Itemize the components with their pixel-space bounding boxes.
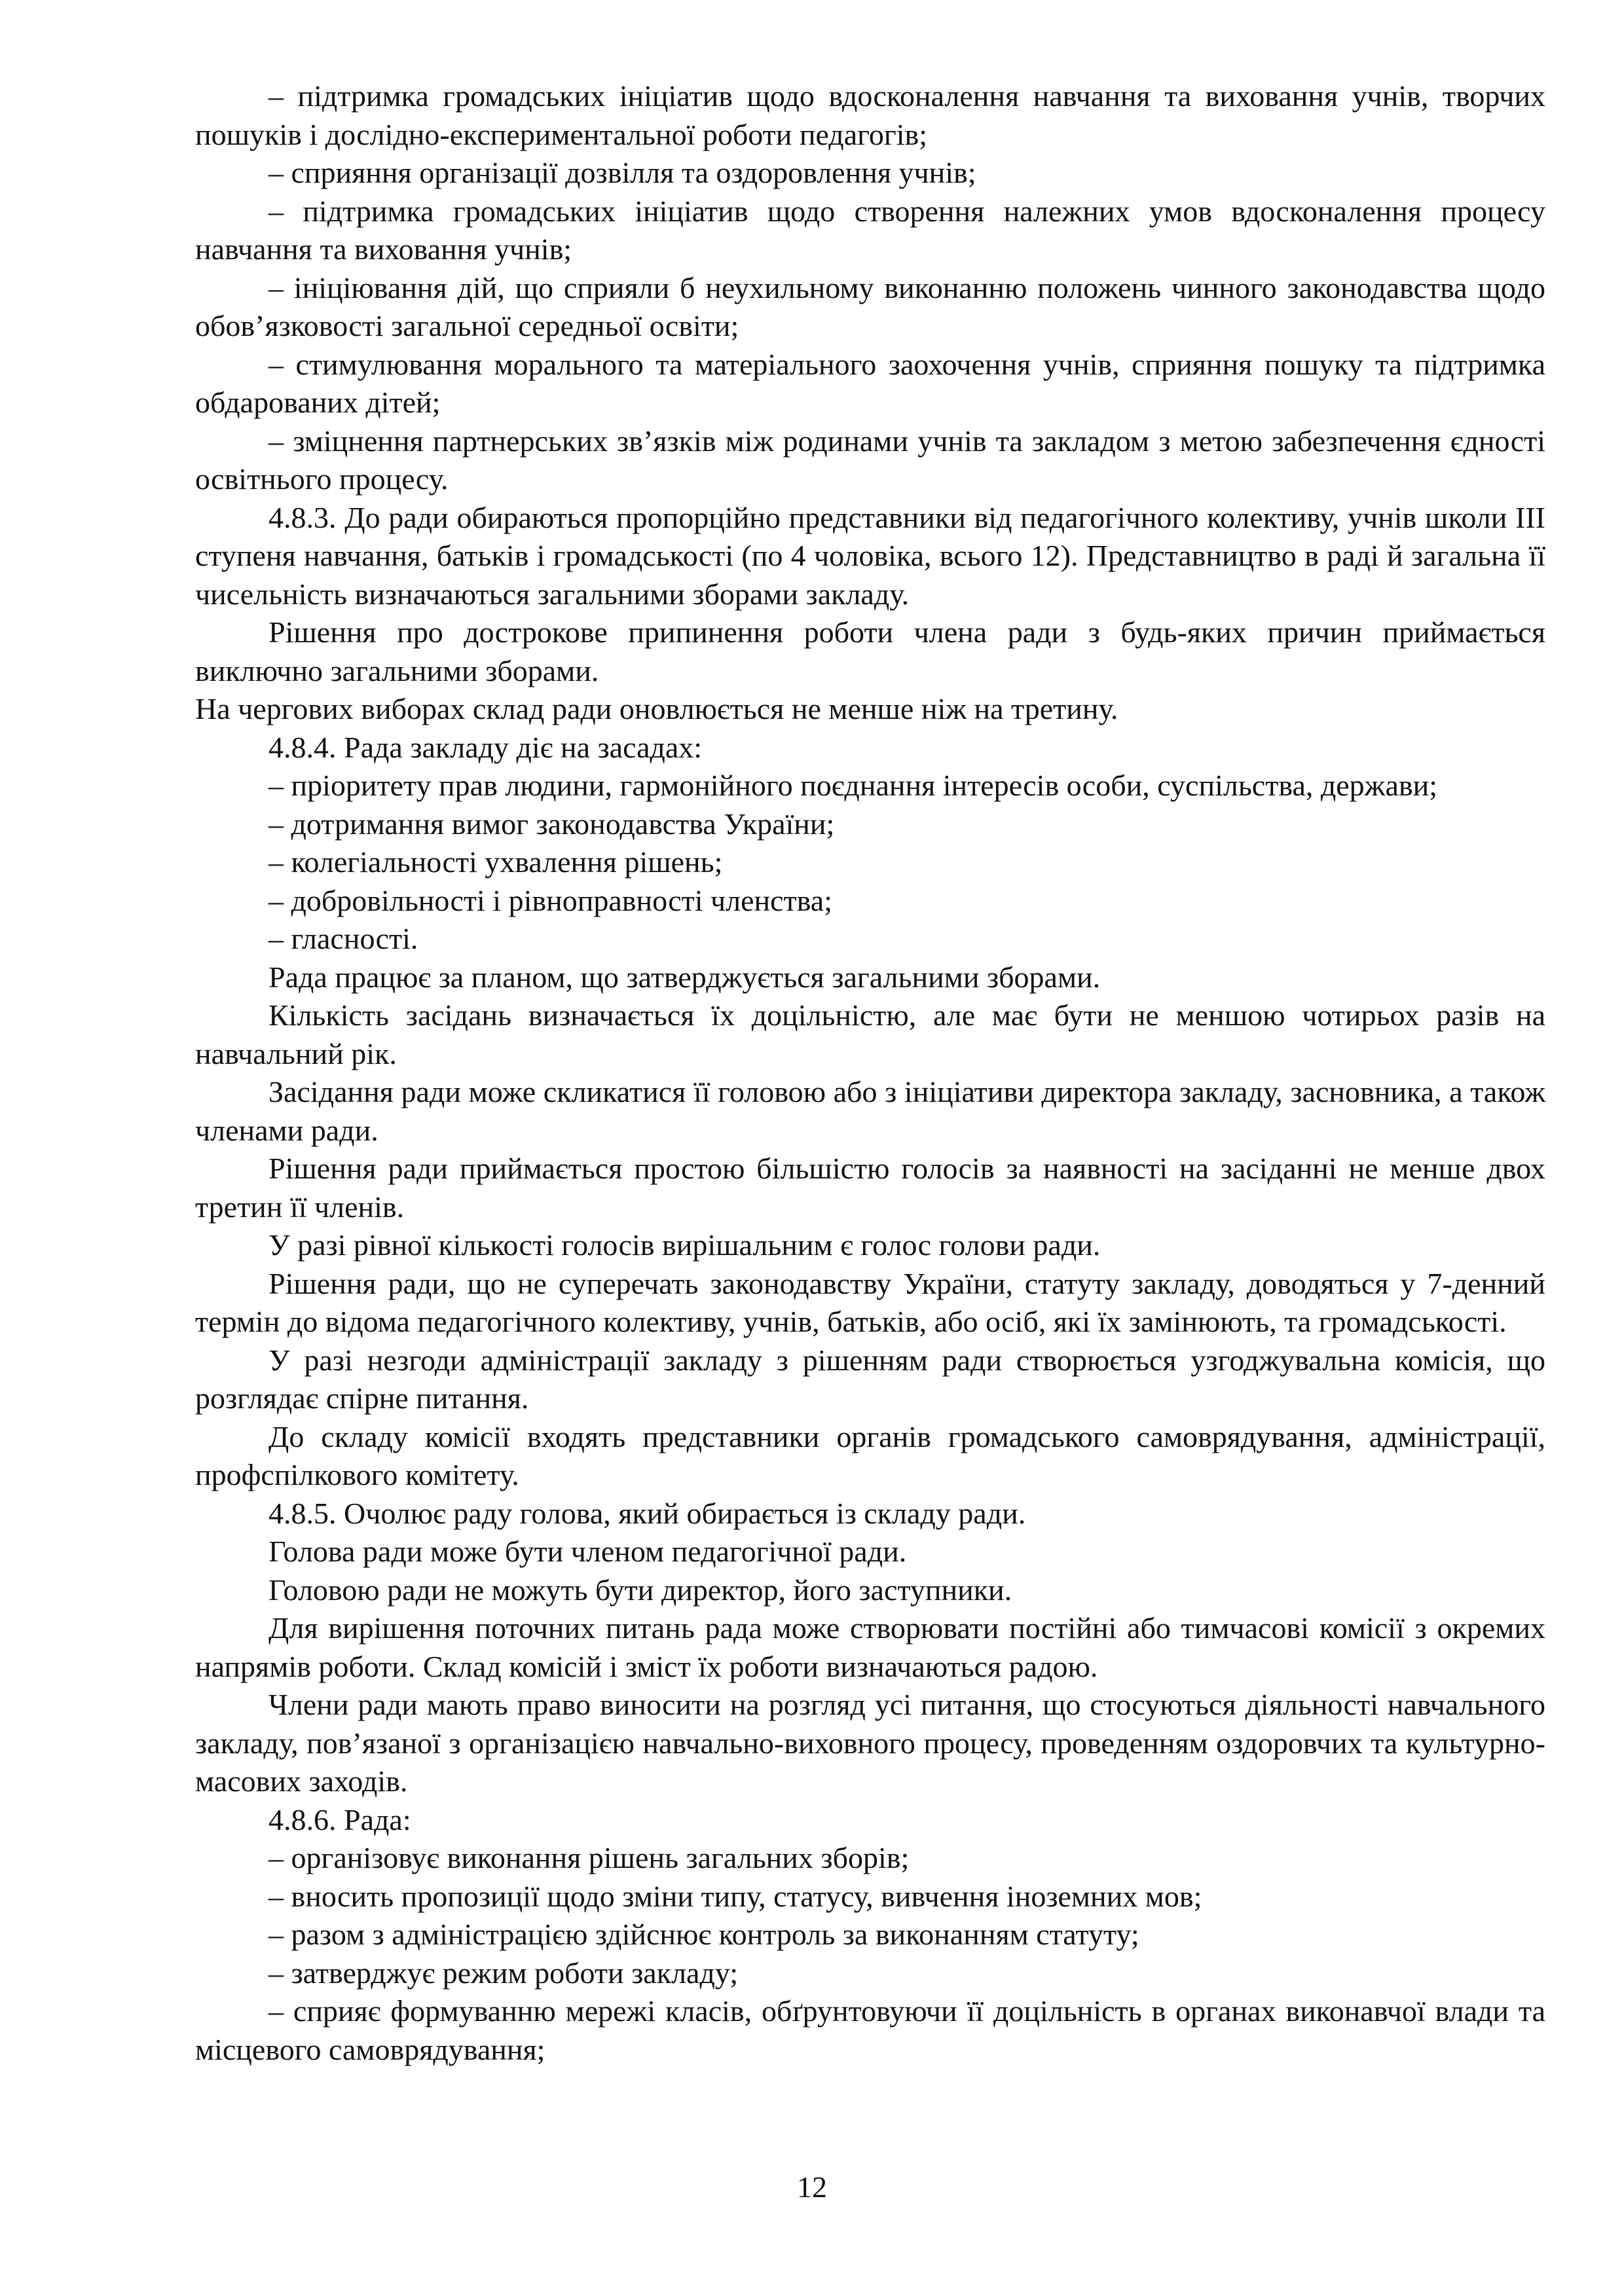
paragraph: Кількість засідань визначається їх доцільністю, але має бути не меншою чотирьох разів на навчальний рік. — [195, 998, 1545, 1070]
paragraph: – сприяє формуванню мережі класів, обґрунтовуючи її доцільність в органах виконавчої влади та місцевого самоврядування; — [195, 1994, 1545, 2066]
paragraph: – зміцнення партнерських зв’язків між родинами учнів та закладом з метою забезпечення єдності освітнього процесу. — [195, 424, 1545, 496]
paragraph: Члени ради мають право виносити на розгляд усі питання, що стосуються діяльності навчального закладу, пов’язаної з організацією навчально-виховного процесу, проведенням оздоровчих та культурно-масових заходів. — [195, 1688, 1545, 1798]
paragraph: Для вирішення поточних питань рада може створювати постійні або тимчасові комісії з окремих напрямів роботи. Склад комісій і зміст їх роботи визначаються радою. — [195, 1611, 1545, 1683]
paragraph: 4.8.4. Рада закладу діє на засадах: — [268, 730, 703, 764]
paragraph: Рішення про дострокове припинення роботи члена ради з будь-яких причин приймається виключно загальними зборами. — [195, 615, 1545, 687]
paragraph: У разі незгоди адміністрації закладу з рішенням ради створюється узгоджувальна комісія, що розглядає спірне питання. — [195, 1343, 1545, 1415]
paragraph: До складу комісії входять представники органів громадського самоврядування, адміністрації, профспілкового комітету. — [195, 1419, 1545, 1491]
paragraph: – колегіальності ухвалення рішень; — [268, 845, 723, 879]
paragraph: – ініціювання дій, що сприяли б неухильному виконанню положень чинного законодавства щодо обов’язковості загальної середньої освіти; — [195, 270, 1545, 342]
paragraph: Головою ради не можуть бути директор, його заступники. — [268, 1573, 1012, 1607]
paragraph: – підтримка громадських ініціатив щодо вдосконалення навчання та виховання учнів, творчих пошуків і дослідно-експериментальної роботи педагогів; — [195, 79, 1545, 151]
paragraph: У разі рівної кількості голосів вирішальним є голос голови ради. — [268, 1228, 1101, 1262]
paragraph: – разом з адміністрацією здійснює контроль за виконанням статуту; — [268, 1918, 1139, 1951]
paragraph: – організовує виконання рішень загальних зборів; — [268, 1841, 910, 1874]
paragraph: – вносить пропозиції щодо зміни типу, статусу, вивчення іноземних мов; — [268, 1879, 1202, 1913]
paragraph: 4.8.3. До ради обираються пропорційно представники від педагогічного колективу, учнів школи ІІІ ступеня навчання, батьків і громадськості (по 4 чоловіка, всього 12). Представництво в раді й загальна її чисельність визначаються загальними зборами закладу. — [195, 500, 1545, 611]
paragraph: – сприяння організації дозвілля та оздоровлення учнів; — [268, 156, 976, 189]
paragraph: Рада працює за планом, що затверджується загальними зборами. — [268, 960, 1101, 994]
paragraph: Засідання ради може скликатися її головою або з ініціативи директора закладу, засновника, а також членами ради. — [195, 1075, 1545, 1147]
paragraph: – добровільності і рівноправності членства; — [268, 883, 832, 917]
paragraph: – затверджує режим роботи закладу; — [268, 1956, 739, 1990]
page-number: 12 — [797, 2170, 827, 2204]
paragraph: – гласності. — [268, 922, 418, 955]
paragraph: – стимулювання морального та матеріального заохочення учнів, сприяння пошуку та підтримка обдарованих дітей; — [195, 347, 1545, 419]
paragraph: 4.8.6. Рада: — [268, 1802, 411, 1836]
paragraph: Рішення ради приймається простою більшістю голосів за наявності на засіданні не менше двох третин її членів. — [195, 1152, 1545, 1224]
paragraph: Голова ради може бути членом педагогічної ради. — [268, 1535, 907, 1568]
paragraph: – дотримання вимог законодавства України; — [268, 807, 835, 841]
paragraph: 4.8.5. Очолює раду голова, який обирається із складу ради. — [268, 1496, 1026, 1530]
paragraph: Рішення ради, що не суперечать законодавству України, статуту закладу, доводяться у 7-денний термін до відома педагогічного колективу, учнів, батьків, або осіб, які їх замінюють, та громадськості. — [195, 1266, 1545, 1338]
paragraph: – пріоритету прав людини, гармонійного поєднання інтересів особи, суспільства, держави; — [268, 769, 1437, 802]
paragraph: На чергових виборах склад ради оновлюється не менше ніж на третину. — [195, 692, 1118, 725]
document-body — [195, 77, 1545, 2069]
paragraph: – підтримка громадських ініціатив щодо створення належних умов вдосконалення процесу навчання та виховання учнів; — [195, 194, 1545, 266]
